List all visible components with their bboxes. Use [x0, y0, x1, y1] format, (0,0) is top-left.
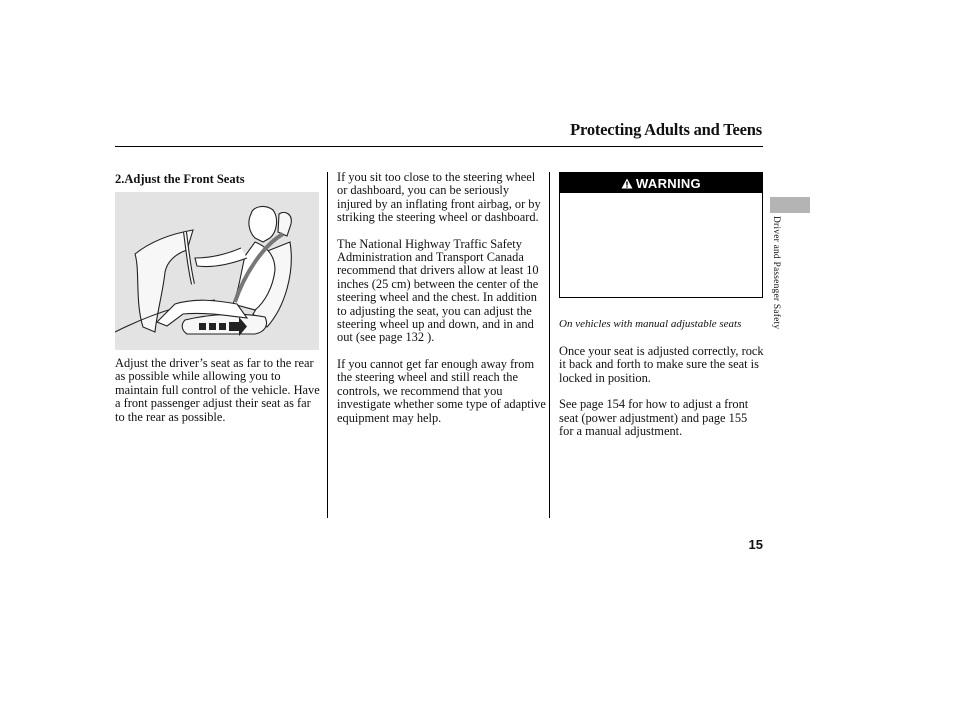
section-tab-marker [770, 197, 810, 213]
section-heading: 2.Adjust the Front Seats [115, 172, 245, 186]
warning-label: WARNING [636, 175, 701, 191]
intro-paragraph: Adjust the driver’s seat as far to the rear as possible while allowing you to maintain full control of the vehicle. Have a front passenger adjust their seat as far to the rear as possible. [115, 356, 320, 424]
paragraph: If you cannot get far enough away from the steering wheel and still reach the controls, we recommend that you investigate whether some type of adaptive equipment may help. [337, 356, 546, 425]
paragraph: The National Highway Traffic Safety Administration and Transport Canada recommend that drivers allow at least 10 inches (25 cm) between the center of the steering wheel and the chest. In addition to adjusting the seat, you can adjust the steering wheel up and down, and in and out (see page 132 ). [337, 236, 539, 345]
column-divider [549, 172, 550, 518]
paragraph: If you sit too close to the steering wheel or dashboard, you can be seriously injured by an inflating front airbag, or by striking the steering wheel or dashboard. [337, 170, 541, 225]
warning-box [559, 172, 763, 298]
header-rule [115, 146, 763, 147]
seat-lock-text [559, 345, 764, 451]
column-divider [327, 172, 328, 518]
warning-header [560, 173, 762, 193]
side-label-text: Driver and Passenger Safety [771, 216, 781, 330]
paragraph: See page 154 for how to adjust a front seat (power adjustment) and page 155 for a manual adjustment. [559, 397, 749, 439]
manual-seat-note: On vehicles with manual adjustable seats [559, 318, 742, 330]
paragraph: Once your seat is adjusted correctly, rock it back and forth to make sure the seat is locked in position. [559, 344, 764, 385]
page-number: 15 [748, 537, 763, 552]
airbag-distance-text [337, 171, 547, 438]
warning-triangle-icon [621, 178, 633, 189]
seat-adjustment-illustration [115, 192, 319, 350]
section-side-label [769, 216, 783, 366]
page-title: Protecting Adults and Teens [570, 120, 762, 139]
